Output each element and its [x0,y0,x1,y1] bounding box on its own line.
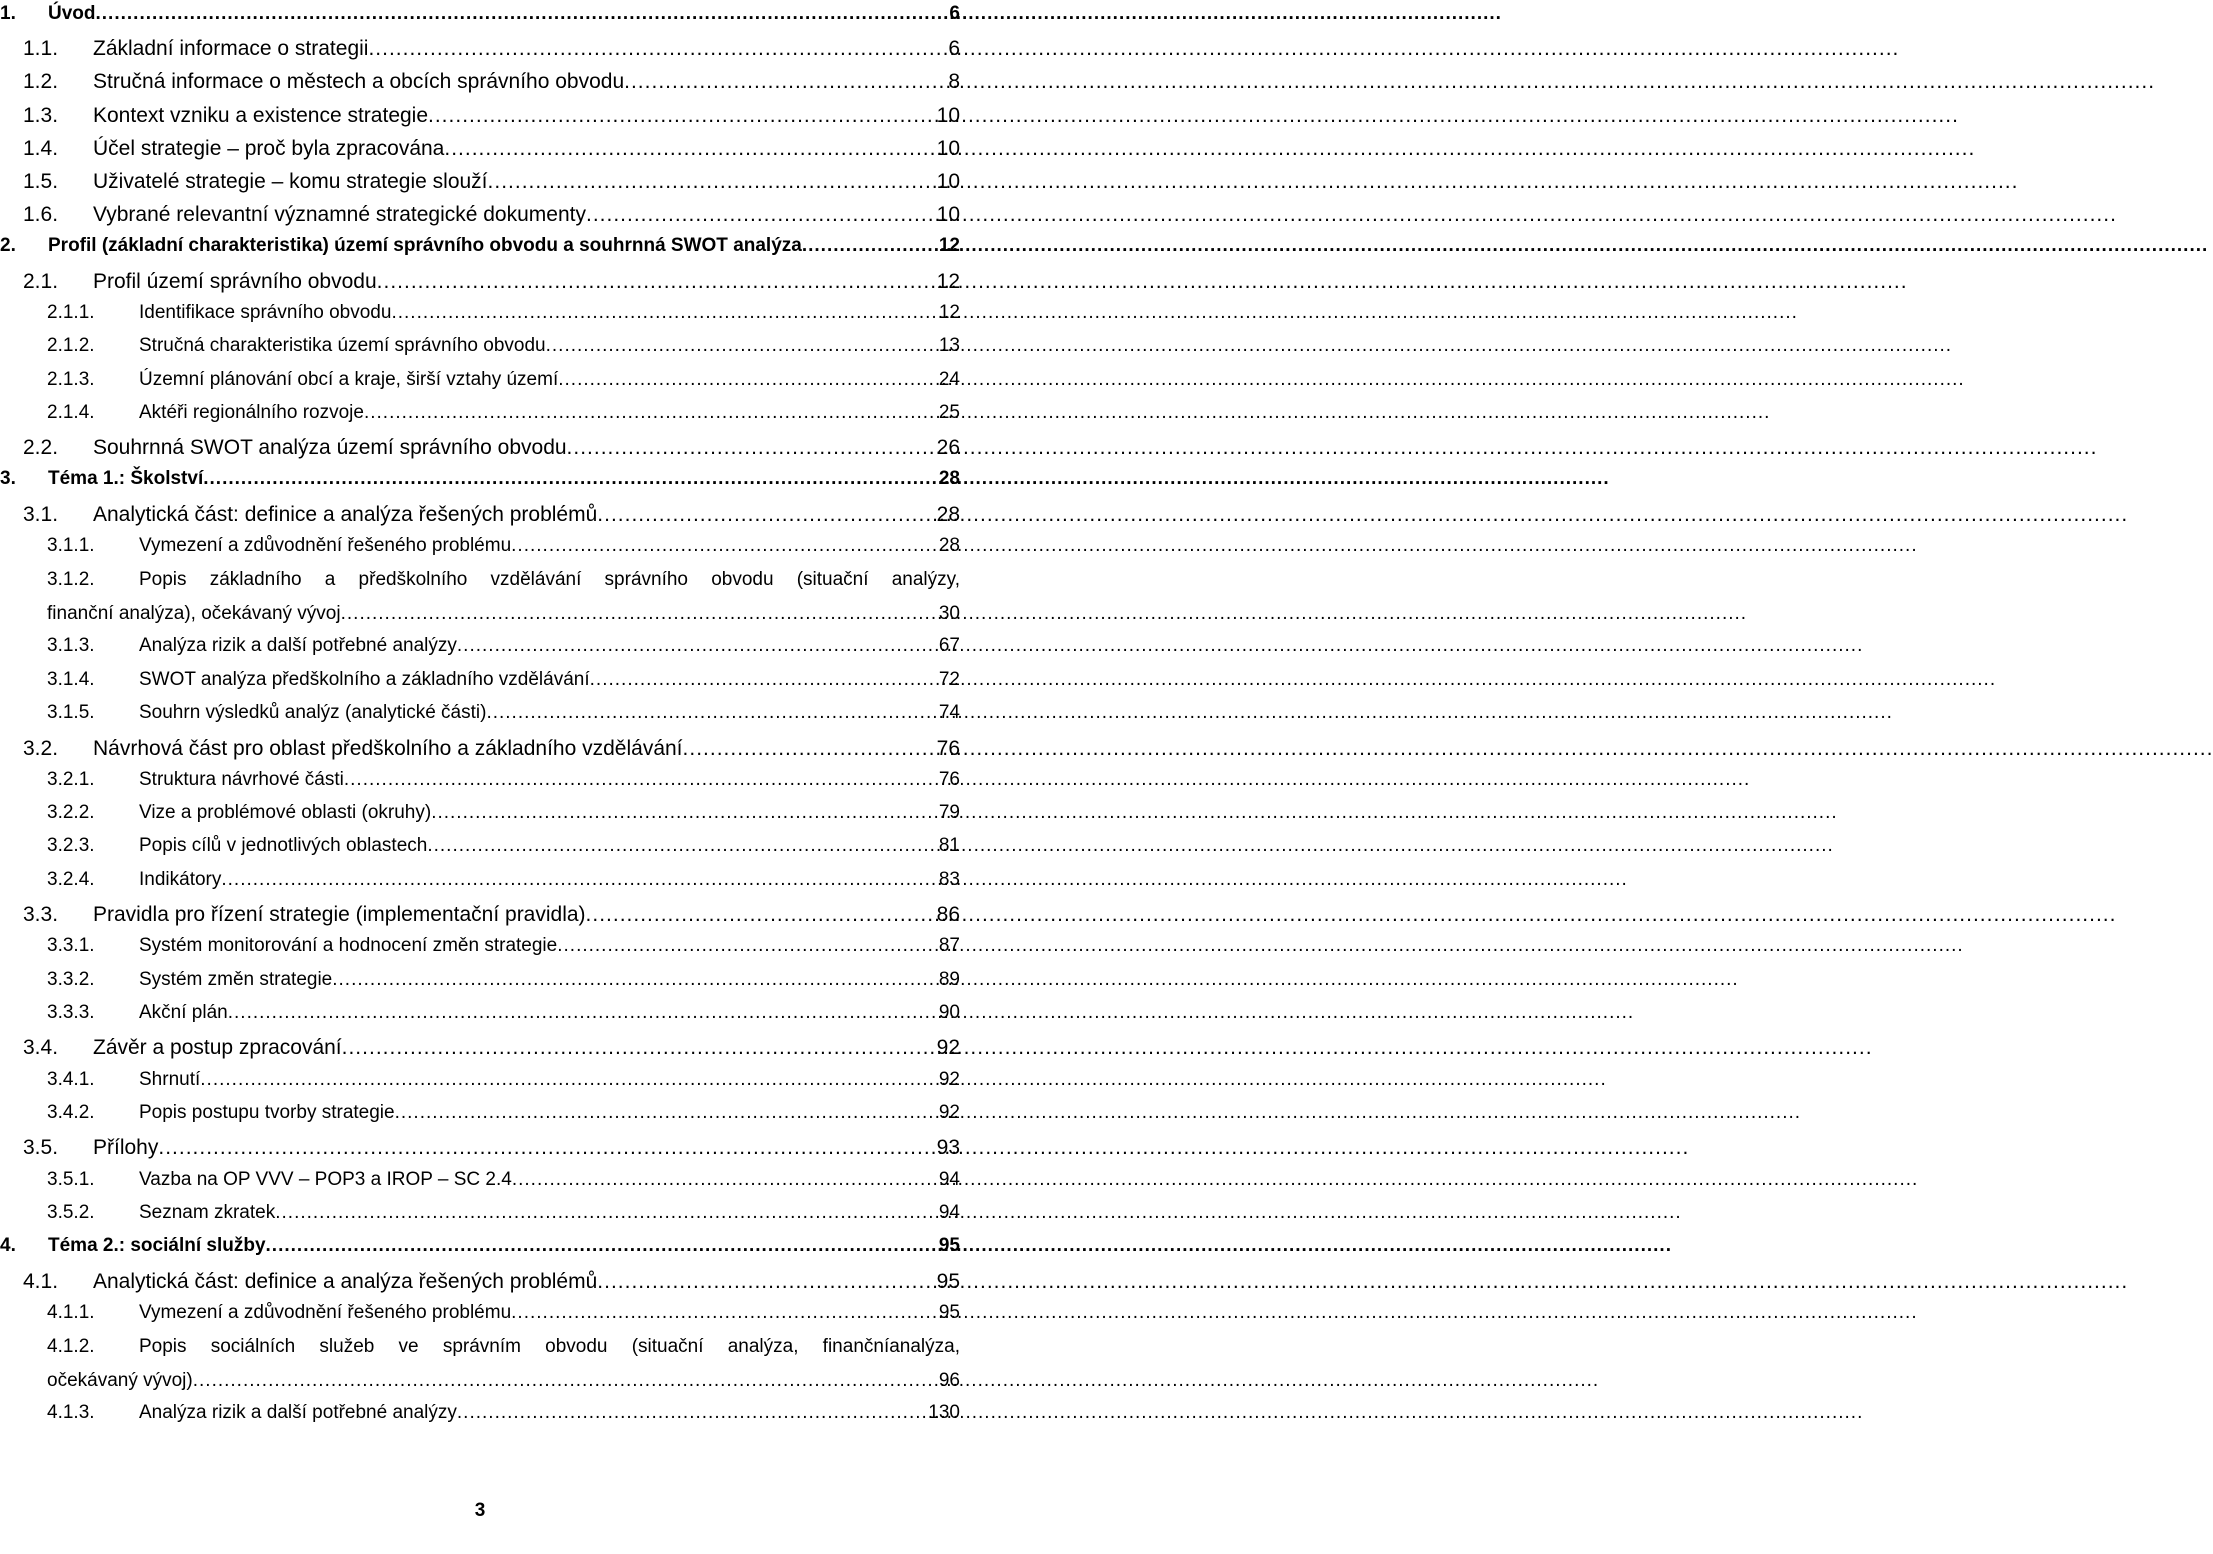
toc-entry-page: 28 [938,468,960,489]
toc-entry[interactable] [0,436,960,459]
toc-leader-dots [96,4,948,25]
toc-entry-page: 94 [938,1169,960,1190]
toc-leader-dots [511,1303,937,1324]
toc-leader-dots [428,104,935,127]
toc-entry-page: 24 [938,369,960,390]
toc-entry-page: 8 [948,70,960,93]
toc-entry-number: 2.1.3. [47,369,95,390]
toc-entry[interactable] [0,1203,960,1224]
toc-entry-title: Uživatelé strategie – komu strategie slouží [93,170,488,193]
toc-entry-page: 89 [938,969,960,990]
toc-entry-page: 96 [938,1369,960,1391]
toc-entry-title: Stručná charakteristika území správního obvodu [139,335,546,356]
toc-entry-title: Seznam zkratek [139,1202,276,1223]
toc-entry-number: 3.2.4. [47,869,95,890]
toc-entry-title: Téma 1.: Školství [48,468,204,489]
toc-leader-dots [488,170,935,193]
toc-entry-page: 12 [938,235,960,256]
toc-entry[interactable] [0,4,960,25]
toc-entry-page: 6 [948,37,960,60]
toc-leader-dots [193,1371,937,1392]
toc-leader-dots [597,503,934,526]
toc-leader-dots [557,936,937,957]
toc-entry-title: Účel strategie – proč byla zpracována [93,137,445,160]
toc-entry-number: 3.4. [23,1036,59,1059]
toc-leader-dots [368,37,946,60]
toc-entry-title: Popis základního a předškolního vzdělávání správního obvodu (situační analýzy, [139,569,960,590]
toc-entry-page: 28 [938,535,960,556]
toc-entry-number: 1. [0,3,16,24]
toc-entry-title: Identifikace správního obvodu [139,302,392,323]
toc-entry-title: Analytická část: definice a analýza řešených problémů [93,1270,598,1293]
toc-entry-title: Vymezení a zdůvodnění řešeného problému [139,535,512,556]
toc-entry-number: 1.2. [23,70,59,93]
toc-leader-dots [802,236,937,257]
toc-entry-page: 76 [936,737,960,760]
toc-entry[interactable] [0,503,960,526]
toc-leader-dots [391,303,936,324]
toc-leader-dots [275,1203,937,1224]
toc-leader-dots [342,1036,935,1059]
toc-entry[interactable] [0,270,960,293]
toc-entry[interactable] [0,1236,960,1257]
toc-leader-dots [558,370,937,391]
toc-entry-page: 83 [938,869,960,890]
toc-entry[interactable] [0,870,960,891]
toc-leader-dots [683,737,935,760]
toc-entry[interactable] [0,303,960,324]
toc-entry-page: 76 [938,769,960,790]
toc-leader-dots [624,70,946,93]
toc-leader-dots [228,1003,937,1024]
toc-entry-title: SWOT analýza předškolního a základního vzdělávání [139,669,590,690]
toc-entry-page: 12 [936,270,960,293]
toc-leader-dots [158,1136,934,1159]
toc-entry[interactable] [0,469,960,490]
toc-entry-page: 74 [938,702,960,723]
toc-entry-title: Přílohy [93,1136,159,1159]
toc-entry[interactable] [0,37,960,60]
toc-entry-title-continued: finanční analýza), očekávaný vývoj [47,602,341,624]
toc-entry-number: 4.1. [23,1270,59,1293]
toc-entry-page: 95 [938,1302,960,1323]
toc-entry-title: Shrnutí [139,1069,201,1090]
toc-leader-dots [512,1170,937,1191]
toc-entry-number: 2. [0,235,16,256]
toc-entry[interactable] [0,703,960,724]
toc-entry-title: Aktéři regionálního rozvoje [139,402,364,423]
toc-entry-title: Úvod [48,3,96,24]
toc-entry[interactable] [0,1403,960,1424]
toc-entry[interactable] [0,70,960,93]
toc-entry-number: 2.1.4. [47,402,95,423]
toc-entry-number: 3.2.3. [47,835,95,856]
toc-entry-page: 10 [936,203,960,226]
toc-entry-title: Vazba na OP VVV – POP3 a IROP – SC 2.4 [139,1169,512,1190]
toc-entry[interactable] [0,836,960,857]
toc-leader-dots [546,336,937,357]
toc-leader-dots [486,703,936,724]
toc-entry[interactable] [0,636,960,657]
toc-leader-dots [377,270,935,293]
toc-entry[interactable] [0,1170,960,1191]
toc-entry-page: 86 [936,903,960,926]
toc-entry-number: 3.1.2. [47,569,95,590]
toc-entry-title: Struktura návrhové části [139,769,344,790]
toc-entry-page: 95 [936,1270,960,1293]
toc-entry-page: 67 [938,635,960,656]
toc-entry-page: 130 [928,1402,960,1423]
toc-entry[interactable] [0,770,960,791]
toc-entry-title: Téma 2.: sociální služby [48,1235,266,1256]
toc-entry-number: 3.4.2. [47,1102,95,1123]
toc-leader-dots [200,1070,937,1091]
page-number: 3 [474,1500,486,1521]
toc-entry-title: Souhrnná SWOT analýza území správního obvodu [93,436,567,459]
toc-entry-number: 3.3.1. [47,935,95,956]
toc-entry-number: 3. [0,468,16,489]
toc-entry[interactable] [0,236,960,257]
toc-entry[interactable] [0,170,960,193]
toc-leader-dots [586,203,935,226]
toc-leader-dots [221,870,936,891]
toc-entry-title: Indikátory [139,869,222,890]
toc-entry[interactable] [0,1303,960,1324]
toc-entry[interactable] [0,803,960,824]
toc-entry-title: Územní plánování obcí a kraje, širší vztahy území [139,369,559,390]
toc-entry-number: 4.1.1. [47,1302,95,1323]
toc-entry-number: 4.1.2. [47,1336,95,1357]
toc-entry-title: Popis cílů v jednotlivých oblastech [139,835,428,856]
toc-entry-title: Profil (základní charakteristika) území správního obvodu a souhrnná SWOT analýza [48,235,802,256]
toc-entry[interactable] [0,570,960,625]
toc-entry-title: Návrhová část pro oblast předškolního a základního vzdělávání [93,737,683,760]
toc-entry[interactable] [0,903,960,926]
toc-entry[interactable] [0,1136,960,1159]
toc-entry-number: 3.1.1. [47,535,95,556]
toc-leader-dots [567,436,935,459]
toc-entry-page: 79 [938,802,960,823]
toc-entry-page: 72 [938,669,960,690]
toc-entry[interactable] [0,403,960,424]
toc-entry-page: 26 [936,436,960,459]
toc-entry-number: 3.1.3. [47,635,95,656]
toc-entry-page: 28 [936,503,960,526]
toc-entry-page: 10 [936,137,960,160]
toc-leader-dots [511,536,937,557]
toc-entry[interactable] [0,536,960,557]
toc-entry-number: 1.1. [23,37,59,60]
toc-entry-number: 3.1. [23,503,59,526]
toc-entry-number: 1.5. [23,170,59,193]
toc-entry-title: Popis sociálních služeb ve správním obvodu (situační analýza, finančníanalýza, [139,1336,960,1357]
toc-entry-number: 2.1. [23,270,59,293]
toc-entry-page: 6 [949,3,960,24]
toc-leader-dots [203,469,937,490]
table-of-contents [0,0,960,1554]
toc-entry-title: Vybrané relevantní významné strategické dokumenty [93,203,586,226]
toc-entry[interactable] [0,203,960,226]
toc-entry-page: 25 [938,402,960,423]
toc-entry-page: 30 [938,602,960,624]
toc-entry-page: 10 [936,170,960,193]
toc-entry-page: 12 [938,302,960,323]
toc-entry[interactable] [0,336,960,357]
toc-entry[interactable] [0,1337,960,1392]
toc-leader-dots [444,137,934,160]
toc-entry-title: Analýza rizik a další potřebné analýzy [139,1402,457,1423]
toc-entry-page: 10 [936,104,960,127]
toc-entry-page: 87 [938,935,960,956]
toc-entry-title: Akční plán [139,1002,228,1023]
toc-leader-dots [586,903,935,926]
toc-entry-title: Základní informace o strategii [93,37,369,60]
toc-entry-number: 2.2. [23,436,59,459]
toc-entry-number: 3.1.5. [47,702,95,723]
toc-entry-number: 3.5.2. [47,1202,95,1223]
toc-entry-title: Vize a problémové oblasti (okruhy) [139,802,432,823]
toc-entry-title: Analýza rizik a další potřebné analýzy [139,635,457,656]
toc-entry[interactable] [0,1270,960,1293]
toc-entry[interactable] [0,737,960,760]
toc-entry-title: Souhrn výsledků analýz (analytické části) [139,702,487,723]
toc-entry-title: Analytická část: definice a analýza řešených problémů [93,503,598,526]
toc-entry-number: 1.6. [23,203,59,226]
toc-entry-title: Pravidla pro řízení strategie (implementační pravidla) [93,903,586,926]
toc-entry[interactable] [0,1103,960,1124]
toc-entry[interactable] [0,1003,960,1024]
toc-entry-number: 1.3. [23,104,59,127]
toc-entry[interactable] [0,104,960,127]
toc-entry-page: 92 [938,1102,960,1123]
toc-entry-number: 3.4.1. [47,1069,95,1090]
toc-entry-title: Stručná informace o městech a obcích správního obvodu [93,70,625,93]
toc-leader-dots [427,836,937,857]
toc-entry-number: 4.1.3. [47,1402,95,1423]
toc-leader-dots [364,403,937,424]
toc-entry-title: Profil území správního obvodu [93,270,377,293]
toc-entry[interactable] [0,670,960,691]
toc-entry[interactable] [0,970,960,991]
toc-entry[interactable] [0,1036,960,1059]
toc-entry-page: 90 [938,1002,960,1023]
toc-leader-dots [457,636,937,657]
toc-leader-dots [332,970,937,991]
toc-leader-dots [590,670,937,691]
toc-entry-number: 3.3. [23,903,59,926]
toc-entry-title: Systém monitorování a hodnocení změn strategie [139,935,558,956]
toc-entry[interactable] [0,137,960,160]
toc-entry-page: 81 [938,835,960,856]
toc-leader-dots [431,803,937,824]
toc-entry-number: 3.5. [23,1136,59,1159]
toc-entry-number: 3.5.1. [47,1169,95,1190]
toc-entry-page: 92 [938,1069,960,1090]
toc-entry-page: 93 [936,1136,960,1159]
toc-entry-title-continued: očekávaný vývoj) [47,1369,193,1391]
toc-entry-title: Vymezení a zdůvodnění řešeného problému [139,1302,512,1323]
toc-entry-number: 3.2. [23,737,59,760]
toc-entry-page: 95 [938,1235,960,1256]
toc-leader-dots [597,1270,934,1293]
toc-entry-number: 3.2.2. [47,802,95,823]
toc-entry-number: 4. [0,1235,16,1256]
toc-entry-number: 1.4. [23,137,59,160]
toc-entry-number: 3.3.3. [47,1002,95,1023]
toc-entry-number: 2.1.2. [47,335,95,356]
toc-leader-dots [266,1236,937,1257]
toc-entry-number: 3.1.4. [47,669,95,690]
toc-entry[interactable] [0,936,960,957]
toc-entry-page: 92 [936,1036,960,1059]
toc-leader-dots [395,1103,937,1124]
toc-entry-title: Kontext vzniku a existence strategie [93,104,429,127]
toc-entry-page: 13 [938,335,960,356]
toc-entry-number: 2.1.1. [47,302,95,323]
toc-entry-number: 3.3.2. [47,969,95,990]
toc-entry-title: Popis postupu tvorby strategie [139,1102,395,1123]
toc-leader-dots [341,604,937,625]
toc-leader-dots [457,1403,926,1424]
toc-entry-number: 3.2.1. [47,769,95,790]
toc-entry-page: 94 [938,1202,960,1223]
toc-entry-title: Závěr a postup zpracování [93,1036,342,1059]
toc-leader-dots [344,770,937,791]
toc-entry-title: Systém změn strategie [139,969,333,990]
toc-entry[interactable] [0,1070,960,1091]
toc-entry[interactable] [0,370,960,391]
